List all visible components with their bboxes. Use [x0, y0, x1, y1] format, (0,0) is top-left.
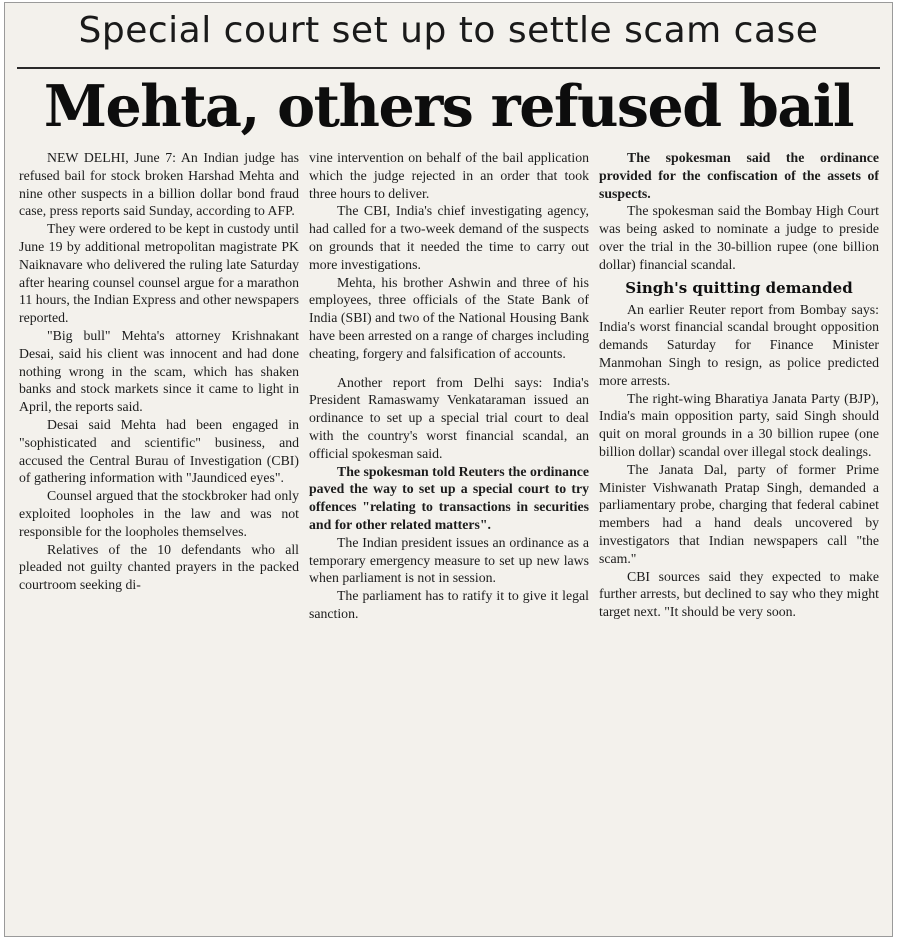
paragraph: The parliament has to ratify it to give it legal sanction. [309, 588, 589, 621]
paragraph: NEW DELHI, June 7: An Indian judge has refused bail for stock broken Harshad Mehta and nine other suspects in a billion dollar bond fraud case, press reports said Sunday, according to AFP. [19, 150, 299, 219]
newspaper-clipping [4, 2, 893, 937]
paragraph: Relatives of the 10 defendants who all pleaded not guilty chanted prayers in the packed courtroom seeking di- [19, 541, 299, 593]
paragraph: "Big bull" Mehta's attorney Krishnakant Desai, said his client was innocent and had done nothing wrong in the scam, which has shaken banks and stock markets since it came to light in April, the reports said. [19, 327, 299, 415]
paragraph: Another report from Delhi says: India's President Ramaswamy Venkataraman issued an ordinance to set up a special trial court to deal with the country's worst financial scandal, an official spokesman said. [309, 374, 589, 461]
paragraph: The spokesman told Reuters the ordinance paved the way to set up a special court to try offences "relating to transactions in securities and for other related matters". [309, 463, 589, 532]
paragraph: The right-wing Bharatiya Janata Party (BJP), India's main opposition party, said Singh should quit on moral grounds in a 30 billion rupee (one billion dollar) scandal over illegal stock dealings. [599, 390, 879, 459]
column-3 [599, 149, 879, 933]
paragraph: The spokesman said the Bombay High Court was being asked to nominate a judge to preside over the trial in the 30-billion rupee (one billion dollar) financial scandal. [599, 203, 879, 272]
article-columns [19, 149, 879, 933]
paragraph: The Indian president issues an ordinance as a temporary emergency measure to set up new laws when parliament is not in session. [309, 534, 589, 586]
kicker-headline: Special court set up to settle scam case [78, 10, 819, 51]
subheading: Singh's quitting demanded [625, 278, 853, 297]
paragraph: vine intervention on behalf of the bail application which the judge rejected in an order that took three hours to deliver. [309, 150, 589, 201]
paragraph: The CBI, India's chief investigating agency, had called for a two-week demand of the suspects on grounds that it needed the time to carry out more investigations. [309, 203, 589, 272]
paragraph: Counsel argued that the stockbroker had only exploited loopholes in the law and was not responsible for the loopholes themselves. [19, 488, 299, 539]
paragraph: Mehta, his brother Ashwin and three of his employees, three officials of the State Bank of India (SBI) and two of the National Housing Bank have been arrested on a range of charges including cheating, forgery and falsification of accounts. [309, 274, 589, 361]
paragraph: Desai said Mehta had been engaged in "sophisticated and scientific" business, and accused the Central Burau of Investigation (CBI) of gathering information with "Jaundiced eyes". [19, 416, 299, 486]
paragraph: The Janata Dal, party of former Prime Minister Vishwanath Pratap Singh, demanded a parliamentary probe, charging that federal cabinet members had a hand deals uncovered by investigators that Indian newspapers call "the scam." [599, 461, 879, 566]
paragraph: The spokesman said the ordinance provided for the confiscation of the assets of suspects. [599, 150, 879, 201]
paragraph: An earlier Reuter report from Bombay says: India's worst financial scandal brought opposition demands Saturday for Finance Minister Manmohan Singh to resign, as police predicted more arrests. [599, 301, 879, 388]
column-2 [309, 149, 589, 933]
paragraph: They were ordered to be kept in custody until June 19 by additional metropolitan magistrate PK Naiknavare who delivered the ruling late Saturday after hearing counsel counsel argue for a marathon 11 hours, the Indian Express and other newspapers reported. [19, 221, 299, 326]
main-headline: Mehta, others refused bail [43, 73, 854, 140]
column-1 [19, 149, 299, 933]
paragraph: CBI sources said they expected to make further arrests, but declined to say who they might target next. "It should be very soon. [599, 568, 879, 620]
